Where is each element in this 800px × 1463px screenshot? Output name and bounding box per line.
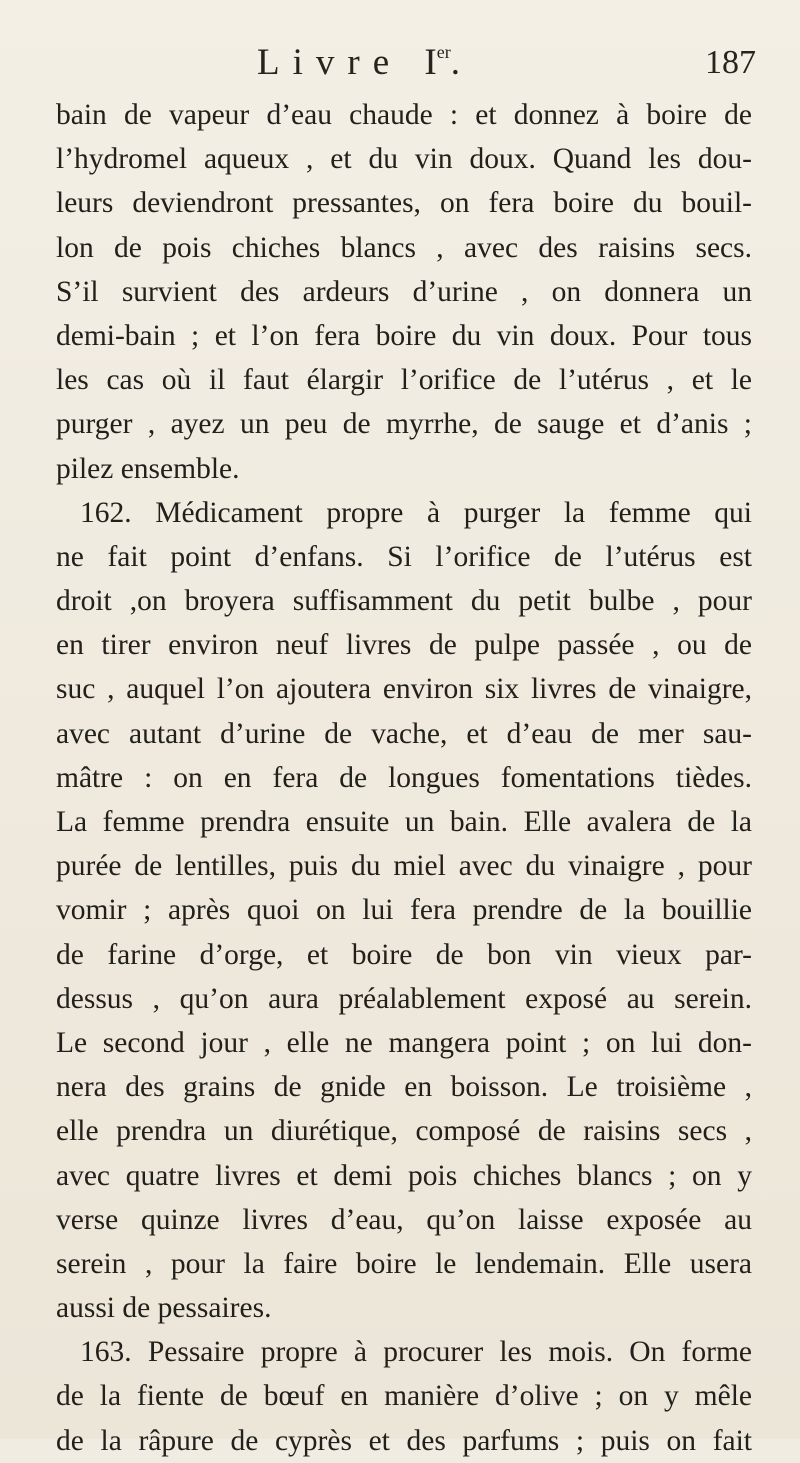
text-line: droit ,on broyera suffisamment du petit bulbe , pour bbox=[56, 585, 752, 618]
text-line: leurs deviendront pressantes, on fera boire du bouil- bbox=[56, 187, 752, 220]
text-line: S’il survient des ardeurs d’urine , on donnera un bbox=[56, 275, 752, 308]
text-line: La femme prendra ensuite un bain. Elle avalera de la bbox=[56, 806, 752, 838]
text-line: Le second jour , elle ne mangera point ; on lui don- bbox=[56, 1026, 752, 1059]
text-line: serein , pour la faire boire le lendemain. Elle usera bbox=[56, 1247, 752, 1280]
text-line: elle prendra un diurétique, composé de raisins secs , bbox=[56, 1115, 752, 1148]
text-line: avec autant d’urine de vache, et d’eau de mer sau- bbox=[56, 717, 752, 750]
text-line: demi-bain ; et l’on fera boire du vin doux. Pour tous bbox=[56, 319, 752, 352]
volume-number bbox=[424, 42, 460, 83]
text-line: de farine d’orge, et boire de bon vin vieux par- bbox=[56, 938, 752, 971]
text-line: pilez ensemble. bbox=[56, 452, 240, 485]
text-line: ne fait point d’enfans. Si l’orifice de l’utérus est bbox=[56, 540, 752, 573]
paragraph-162-start: 162. Médicament propre à purger la femme qui bbox=[80, 496, 752, 529]
page-number: 187 bbox=[705, 44, 756, 81]
text-line: vomir ; après quoi on lui fera prendre de la bouillie bbox=[56, 894, 752, 927]
book-title-text: Livre bbox=[257, 42, 403, 83]
running-head bbox=[0, 40, 800, 86]
text-line: purée de lentilles, puis du miel avec du vinaigre , pour bbox=[56, 850, 752, 883]
volume-numeral: I bbox=[424, 42, 437, 83]
text-line: purger , ayez un peu de myrrhe, de sauge et d’anis ; bbox=[56, 408, 752, 441]
volume-superscript: er bbox=[436, 42, 451, 62]
text-line: lon de pois chiches blancs , avec des raisins secs. bbox=[56, 231, 752, 264]
paragraph-163-start: 163. Pessaire propre à procurer les mois. On forme bbox=[80, 1336, 752, 1369]
text-line: verse quinze livres d’eau, qu’on laisse exposée au bbox=[56, 1203, 752, 1236]
text-line: de la râpure de cyprès et des parfums ; puis on fait bbox=[56, 1424, 752, 1457]
text-line: dessus , qu’on aura préalablement exposé au serein. bbox=[56, 982, 752, 1015]
text-line: de la fiente de bœuf en manière d’olive ; on y mêle bbox=[56, 1380, 752, 1413]
running-head-title bbox=[257, 40, 460, 86]
text-line: mâtre : on en fera de longues fomentations tièdes. bbox=[56, 761, 752, 794]
body-text bbox=[56, 93, 752, 1463]
text-line: l’hydromel aqueux , et du vin doux. Quand les dou- bbox=[56, 143, 752, 176]
text-line: aussi de pessaires. bbox=[56, 1292, 272, 1325]
volume-dot: . bbox=[450, 42, 460, 83]
text-line: suc , auquel l’on ajoutera environ six livres de vinaigre, bbox=[56, 673, 752, 706]
text-line: en tirer environ neuf livres de pulpe passée , ou de bbox=[56, 629, 752, 662]
text-line: bain de vapeur d’eau chaude : et donnez à boire de bbox=[56, 99, 752, 131]
text-line: les cas où il faut élargir l’orifice de l’utérus , et le bbox=[56, 364, 752, 397]
text-line: avec quatre livres et demi pois chiches blancs ; on y bbox=[56, 1159, 752, 1192]
text-line: nera des grains de gnide en boisson. Le troisième , bbox=[56, 1071, 752, 1104]
